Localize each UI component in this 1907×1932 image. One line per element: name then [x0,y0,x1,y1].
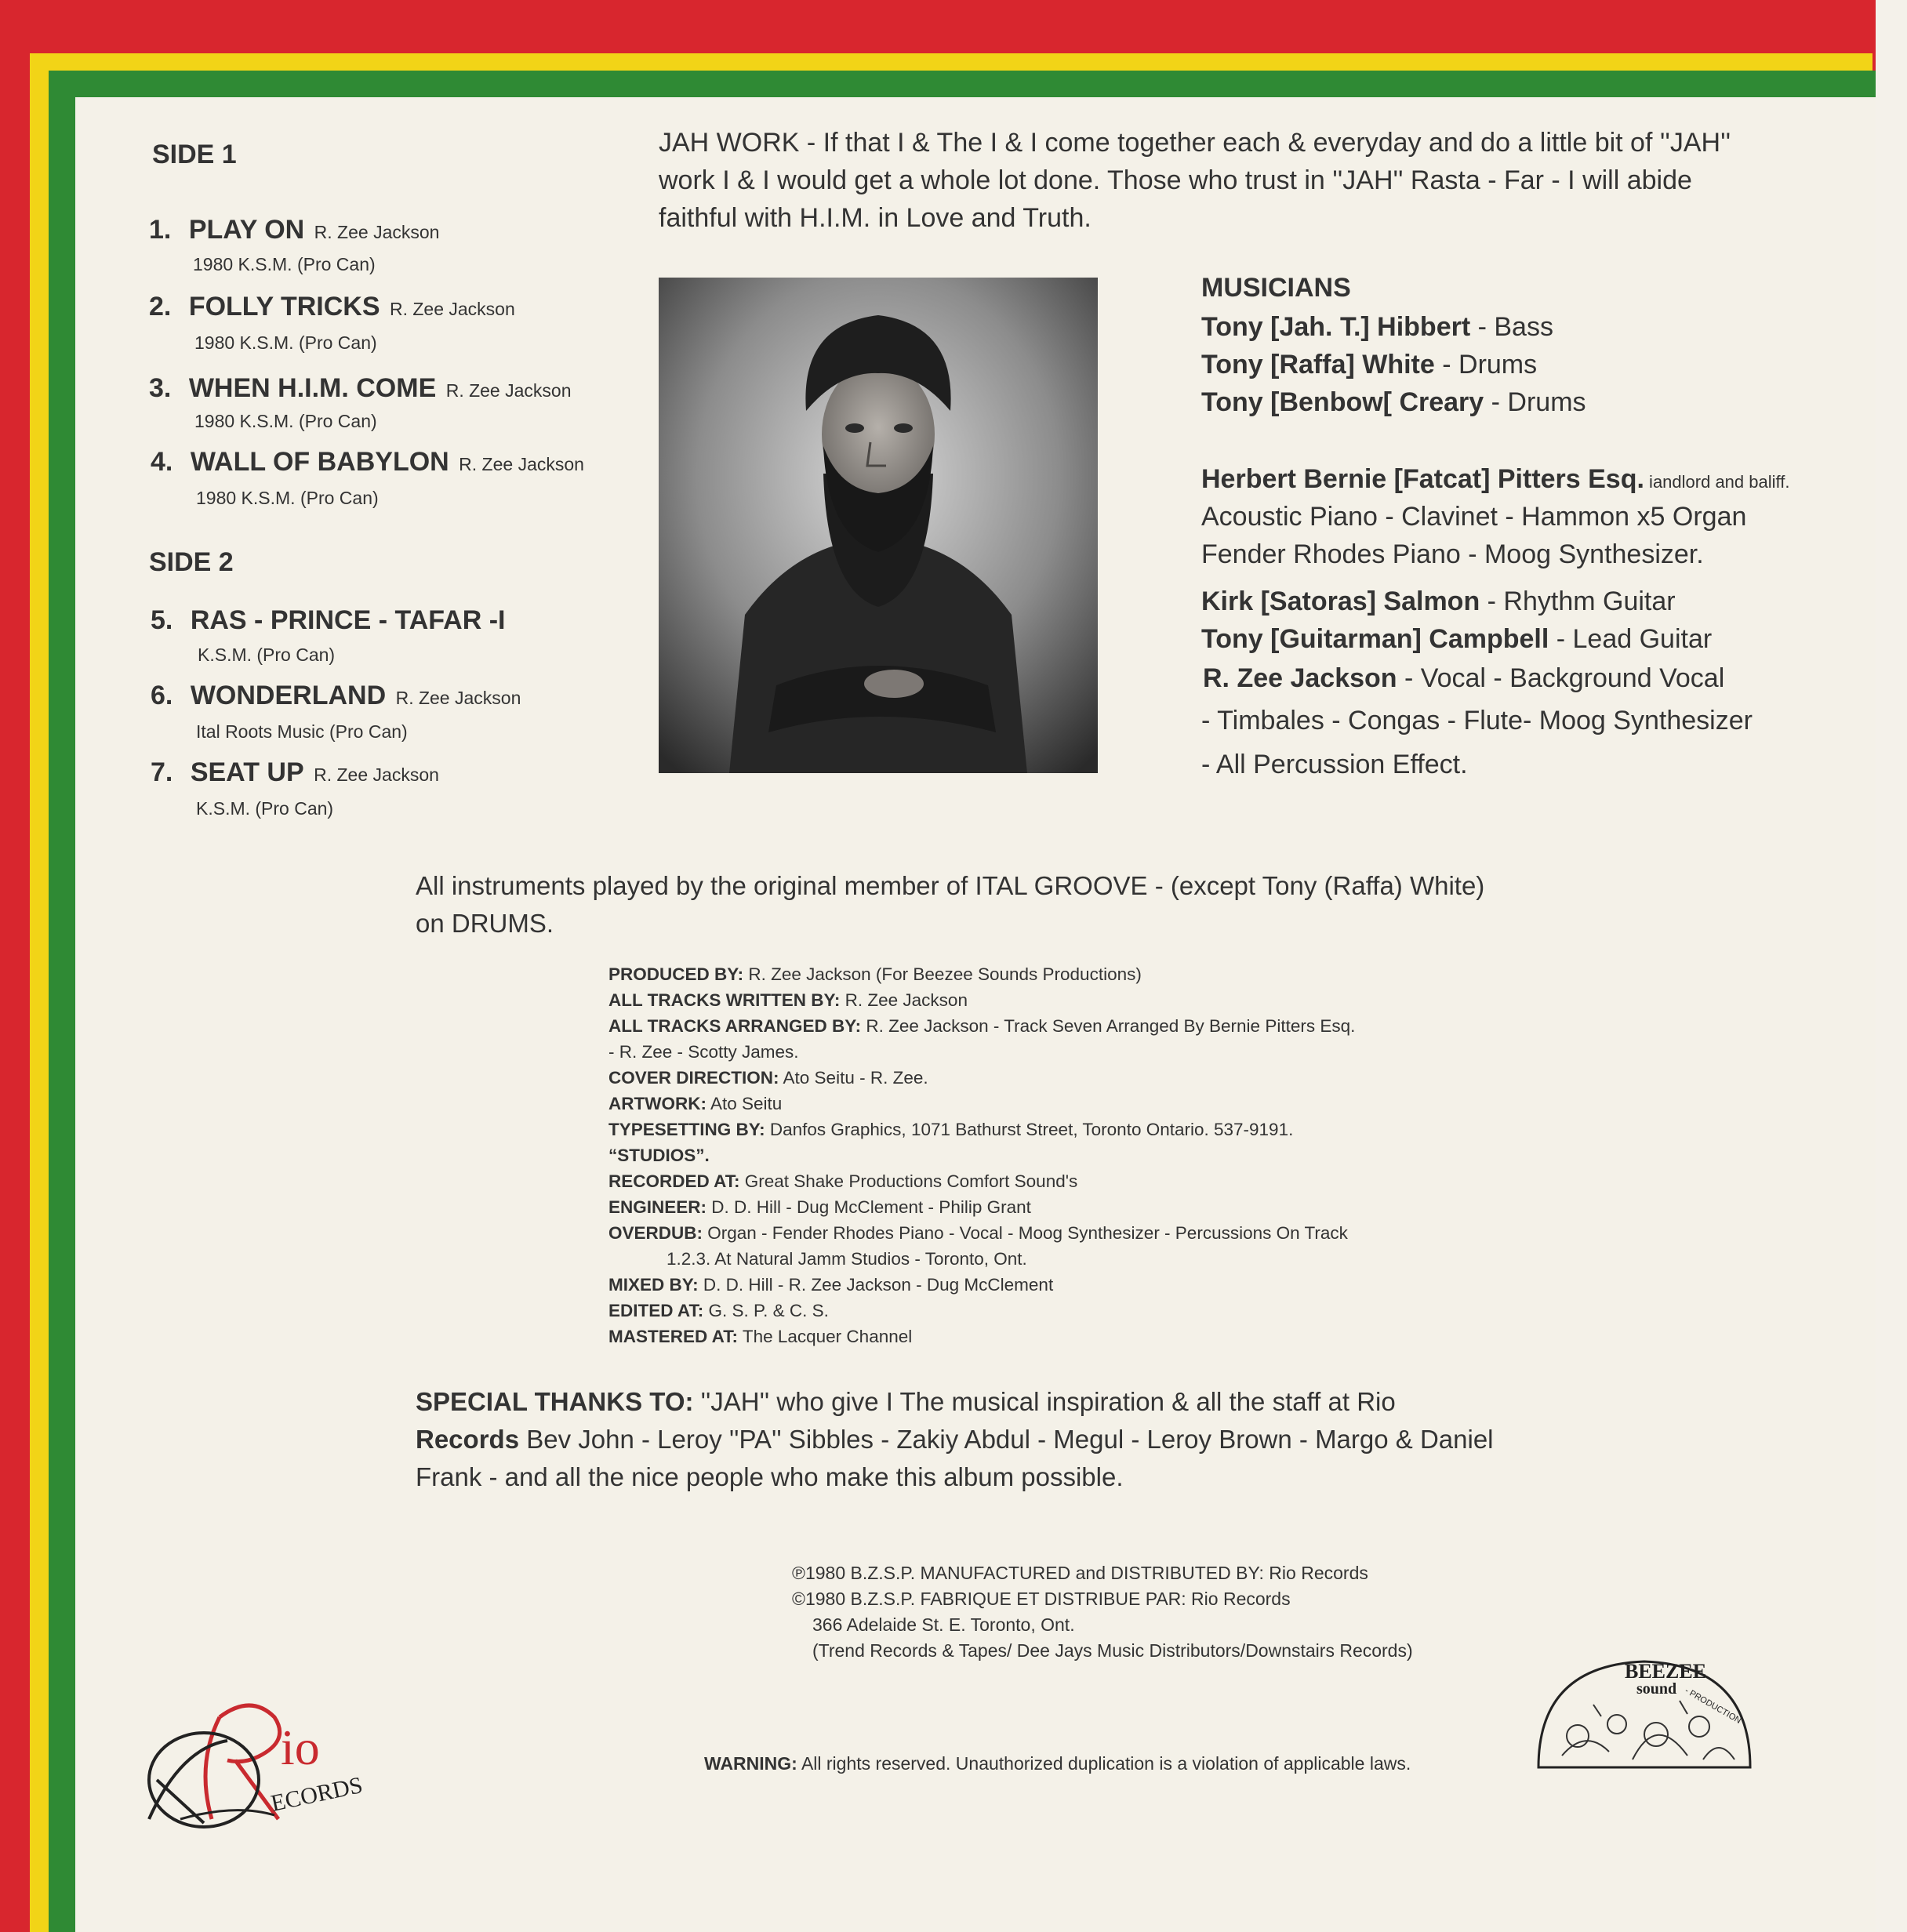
intro-line: work I & I would get a whole lot done. Those who trust in ''JAH'' Rasta - Far - I will abide [659,165,1692,195]
musician-entry [1201,586,1676,617]
musician-entry [1201,350,1537,380]
track-publisher: Ital Roots Music (Pro Can) [196,721,408,742]
musician-instruments: Acoustic Piano - Clavinet - Hammon x5 Organ [1201,502,1747,532]
musician-entry [1201,624,1712,655]
track-3 [149,373,572,404]
musician-name: Tony [Raffa] White [1201,350,1435,380]
copyright-address: 366 Adelaide St. E. Toronto, Ont. [812,1614,1075,1635]
musician-role: - Lead Guitar [1549,624,1713,654]
special-thanks: SPECIAL THANKS TO: ''JAH'' who give I The musical inspiration & all the staff at Rio Records Bev John - Leroy ''PA'' Sibbles - Zakiy Abdul - Megul - Leroy Brown - Margo & Daniel Frank - and all the nice people who make this album possible. [416,1387,1494,1491]
track-5 [151,605,506,636]
credit-mixed: MIXED BY: D. D. Hill - R. Zee Jackson - Dug McClement [608,1275,1054,1295]
intro-line: faithful with H.I.M. in Love and Truth. [659,203,1092,233]
track-writer: R. Zee Jackson [395,688,521,708]
beezee-sound-logo [1531,1642,1758,1775]
track-publisher: 1980 K.S.M. (Pro Can) [194,411,377,431]
track-publisher: K.S.M. (Pro Can) [196,798,334,819]
credit-edited: EDITED AT: G. S. P. & C. S. [608,1301,829,1320]
credit-recorded: RECORDED AT: Great Shake Productions Comfort Sound's [608,1171,1078,1191]
credit-cover: COVER DIRECTION: Ato Seitu - R. Zee. [608,1068,928,1088]
rio-wordmark: io [281,1720,320,1775]
production-credits [608,961,1355,1349]
track-number: 4. [151,447,173,477]
copyright-line: ℗1980 B.Z.S.P. MANUFACTURED and DISTRIBUTED BY: Rio Records [792,1563,1368,1583]
musician-name: R. Zee Jackson [1203,663,1397,693]
copyright-block [792,1560,1413,1664]
credit-overdub-cont: 1.2.3. At Natural Jamm Studios - Toronto, Ont. [667,1249,1027,1269]
track-number: 3. [149,373,172,403]
rio-logo-icon [133,1686,369,1843]
track-number: 6. [151,681,173,710]
track-number: 2. [149,292,172,321]
credit-produced: PRODUCED BY: R. Zee Jackson (For Beezee Sounds Productions) [608,964,1142,984]
musician-instruments: - Timbales - Congas - Flute- Moog Synthesizer [1201,706,1753,735]
credit-arranged-cont: - R. Zee - Scotty James. [608,1042,799,1062]
track-1 [149,215,439,245]
track-title: RAS - PRINCE - TAFAR -I [190,605,506,635]
musician-name: Tony [Benbow[ Creary [1201,387,1484,417]
warning-notice: WARNING: All rights reserved. Unauthorized duplication is a violation of applicable laws. [704,1753,1411,1774]
credit-engineer: ENGINEER: D. D. Hill - Dug McClement - Philip Grant [608,1197,1031,1217]
track-writer: R. Zee Jackson [314,222,440,242]
track-writer: R. Zee Jackson [389,299,515,319]
track-writer: R. Zee Jackson [459,454,584,474]
track-title: SEAT UP [190,757,304,787]
copyright-distributors: (Trend Records & Tapes/ Dee Jays Music Distributors/Downstairs Records) [812,1640,1413,1661]
musician-role: - Bass [1470,312,1553,342]
track-6 [151,681,521,711]
track-4 [151,447,584,478]
musician-role: - Rhythm Guitar [1480,586,1676,616]
track-number: 5. [151,605,173,635]
musician-note: iandlord and baliff. [1644,472,1790,492]
musicians-heading: MUSICIANS [1201,273,1351,303]
track-publisher: 1980 K.S.M. (Pro Can) [194,332,377,353]
musician-name: Tony [Guitarman] Campbell [1201,624,1549,654]
credit-written: ALL TRACKS WRITTEN BY: R. Zee Jackson [608,990,968,1010]
musician-entry [1201,387,1586,418]
track-title: PLAY ON [188,215,305,245]
track-number: 1. [149,215,172,245]
musician-role: - Drums [1484,387,1586,417]
musician-entry [1203,663,1724,694]
musician-entry [1201,312,1553,343]
instruments-note-line: All instruments played by the original member of ITAL GROOVE - (except Tony (Raffa) White) [416,871,1485,900]
artist-portrait [659,278,1098,773]
musician-role: - Drums [1434,350,1538,380]
credit-mastered: MASTERED AT: The Lacquer Channel [608,1327,913,1346]
musician-name: Kirk [Satoras] Salmon [1201,586,1480,616]
thanks-label: SPECIAL THANKS TO: [416,1387,694,1416]
credit-artwork: ARTWORK: Ato Seitu [608,1094,783,1113]
intro-line: JAH WORK - If that I & The I & I come together each & everyday and do a little bit of ''JAH'' [659,128,1731,158]
musician-role: - Vocal - Background Vocal [1397,663,1725,693]
sound-wordmark: sound [1636,1680,1677,1698]
thanks-records: Records [416,1425,520,1454]
credit-arranged: ALL TRACKS ARRANGED BY: R. Zee Jackson - Track Seven Arranged By Bernie Pitters Esq. [608,1016,1356,1036]
musician-entry [1201,464,1789,495]
production-wordmark: - PRODUCTION [1683,1686,1743,1726]
track-publisher: 1980 K.S.M. (Pro Can) [196,488,379,508]
credit-typesetting: TYPESETTING BY: Danfos Graphics, 1071 Bathurst Street, Toronto Ontario. 537-9191. [608,1120,1294,1139]
warning-label: WARNING: [704,1753,797,1774]
portrait-image [659,278,1098,773]
track-writer: R. Zee Jackson [314,764,439,785]
beezee-wordmark: BEEZEE [1625,1660,1707,1683]
side-2-heading: SIDE 2 [149,547,234,577]
credit-overdub: OVERDUB: Organ - Fender Rhodes Piano - Vocal - Moog Synthesizer - Percussions On Track [608,1223,1348,1243]
jah-work-paragraph [659,124,1835,237]
side-1-heading: SIDE 1 [152,140,237,169]
copyright-line: ©1980 B.Z.S.P. FABRIQUE ET DISTRIBUE PAR: Rio Records [792,1589,1291,1609]
sleeve-edge [1876,0,1907,1932]
musician-name: Tony [Jah. T.] Hibbert [1201,312,1471,342]
beezee-logo-icon [1531,1642,1758,1775]
instruments-note [416,867,1484,942]
musician-instruments: Fender Rhodes Piano - Moog Synthesizer. [1201,539,1704,569]
musician-instruments: - All Percussion Effect. [1201,750,1468,779]
track-title: WALL OF BABYLON [190,447,449,477]
track-number: 7. [151,757,173,787]
track-7 [151,757,439,788]
rio-records-logo [133,1686,369,1843]
track-title: FOLLY TRICKS [188,292,380,321]
instruments-note-line: on DRUMS. [416,909,554,938]
track-2 [149,292,515,322]
track-publisher: 1980 K.S.M. (Pro Can) [193,254,376,274]
records-wordmark: ECORDS [268,1771,365,1817]
track-publisher: K.S.M. (Pro Can) [198,645,336,665]
musician-name: Herbert Bernie [Fatcat] Pitters Esq. [1201,464,1644,494]
track-title: WHEN H.I.M. COME [188,373,437,403]
track-writer: R. Zee Jackson [445,380,572,401]
credit-studios: “STUDIOS”. [608,1146,710,1165]
track-title: WONDERLAND [190,681,387,710]
